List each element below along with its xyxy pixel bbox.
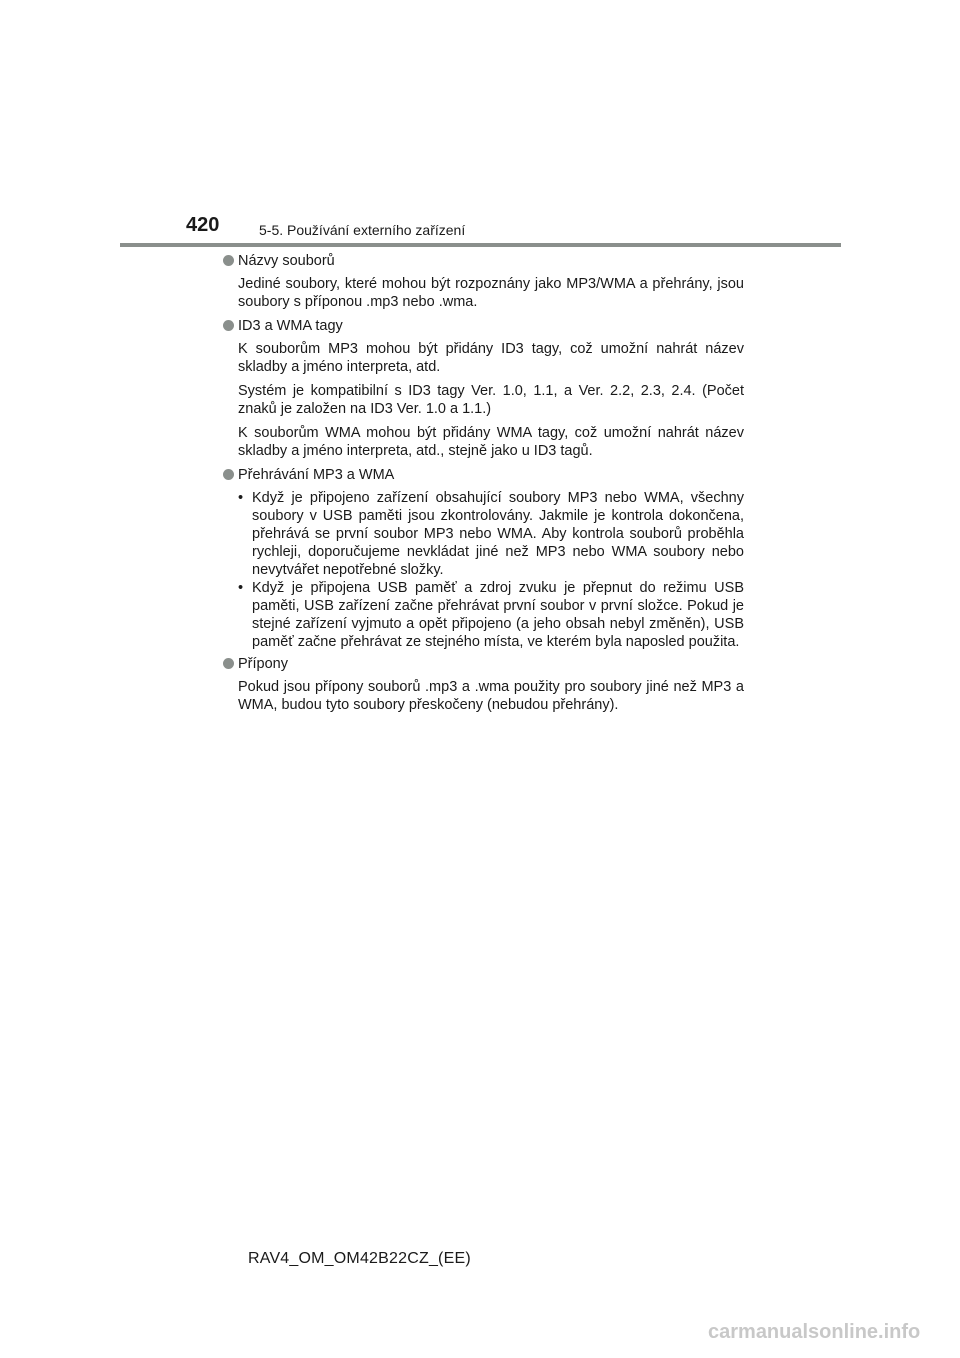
sub-item-text: Když je připojena USB paměť a zdroj zvuku je přepnut do režimu USB paměti, USB zařízení začne přehrávat první soubor v první složce. Pokud je stejné zařízení vyjmuto a opět připojeno (a jeho obsah nebyl změněn), USB paměť začne přehrávat ze stejného místa, ve kterém byla naposled použita. — [252, 580, 744, 650]
item-title: Přípony — [238, 656, 288, 672]
sub-list — [222, 489, 744, 651]
bullet-dot-icon — [223, 469, 234, 480]
page-content — [222, 252, 744, 720]
bullet-dot-icon — [223, 255, 234, 266]
small-bullet-icon: • — [238, 490, 244, 506]
list-item — [222, 655, 744, 714]
sub-item-text: Když je připojeno zařízení obsahující soubory MP3 nebo WMA, všechny soubory v USB paměti jsou zkontrolovány. Jakmile je kontrola dokončena, přehrává se první soubor MP3 nebo WMA. Aby kontrola souborů proběhla rychleji, doporučujeme nevkládat jiné než MP3 nebo WMA soubory nebo nevytvářet nepotřebné složky. — [252, 490, 744, 578]
item-paragraph: K souborům MP3 mohou být přidány ID3 tagy, což umožní nahrát název skladby a jméno interpreta, atd. — [238, 341, 744, 375]
item-heading — [222, 252, 744, 270]
item-heading — [222, 317, 744, 335]
item-title: ID3 a WMA tagy — [238, 318, 343, 334]
page-header — [0, 0, 960, 250]
item-paragraph: Pokud jsou přípony souborů .mp3 a .wma použity pro soubory jiné než MP3 a WMA, budou tyto soubory přeskočeny (nebudou přehrány). — [238, 679, 744, 713]
bullet-dot-icon — [223, 658, 234, 669]
item-title: Přehrávání MP3 a WMA — [238, 467, 395, 483]
item-title: Názvy souborů — [238, 253, 335, 269]
item-paragraph: Jediné soubory, které mohou být rozpoznány jako MP3/WMA a přehrány, jsou soubory s příponou .mp3 nebo .wma. — [238, 276, 744, 310]
bullet-dot-icon — [223, 320, 234, 331]
section-title: 5-5. Používání externího zařízení — [259, 222, 466, 238]
list-item — [222, 466, 744, 651]
item-heading — [222, 466, 744, 484]
item-paragraph: Systém je kompatibilní s ID3 tagy Ver. 1.0, 1.1, a Ver. 2.2, 2.3, 2.4. (Počet znaků je založen na ID3 Ver. 1.0 a 1.1.) — [238, 383, 744, 417]
sub-list-item — [238, 489, 744, 579]
small-bullet-icon: • — [238, 580, 244, 596]
sub-list-item — [238, 579, 744, 651]
list-item — [222, 317, 744, 460]
document-code: RAV4_OM_OM42B22CZ_(EE) — [248, 1250, 471, 1267]
watermark[interactable]: carmanualsonline.info — [708, 1320, 921, 1343]
item-heading — [222, 655, 744, 673]
list-item — [222, 252, 744, 311]
header-rule — [120, 243, 841, 247]
item-paragraph: K souborům WMA mohou být přidány WMA tagy, což umožní nahrát název skladby a jméno interpreta, atd., stejně jako u ID3 tagů. — [238, 425, 744, 459]
page-number: 420 — [186, 214, 220, 236]
